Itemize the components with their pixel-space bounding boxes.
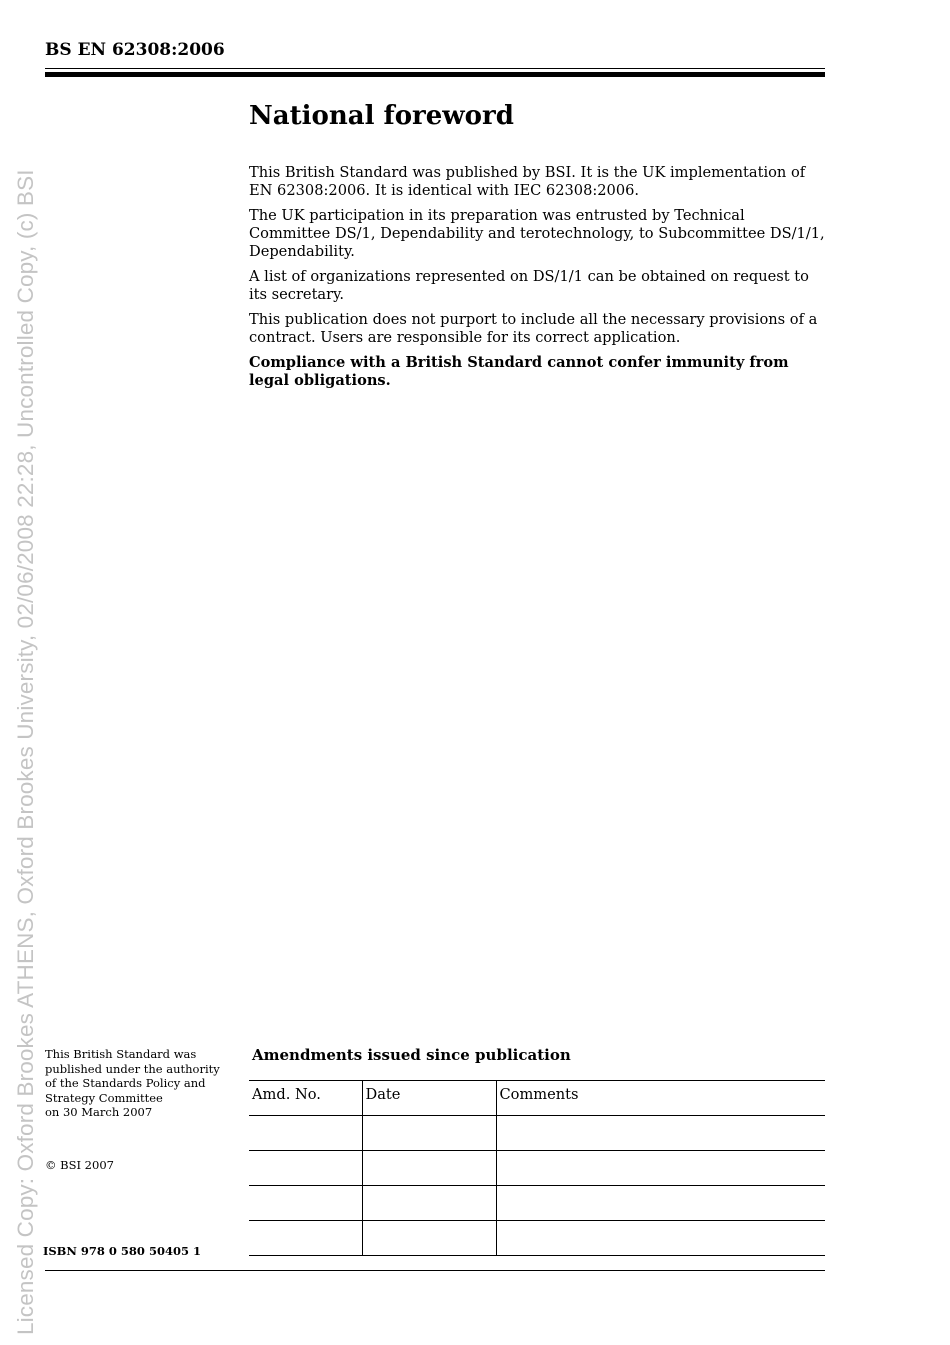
publication-note-line: on 30 March 2007: [45, 1105, 153, 1119]
amendments-table: [249, 1080, 825, 1256]
publication-note: [45, 1047, 235, 1120]
header-rule-thin: [45, 68, 825, 69]
foreword-paragraph-1: This British Standard was published by BSI. It is the UK implementation of EN 62308:2006. It is identical with IEC 62308:2006.: [249, 164, 806, 199]
comments-cell: [496, 1151, 825, 1186]
copyright-notice: © BSI 2007: [45, 1158, 114, 1172]
table-row: [249, 1116, 825, 1151]
comments-cell: [496, 1116, 825, 1151]
foreword-paragraph-3: A list of organizations represented on DS/1/1 can be obtained on request to its secretary.: [249, 268, 809, 303]
date-cell: [362, 1116, 496, 1151]
footer-rule: [45, 1270, 825, 1271]
page-title: National foreword: [249, 101, 514, 131]
publication-note-line: published under the authority: [45, 1061, 220, 1076]
comments-cell: [496, 1221, 825, 1256]
header-rule-thick: [45, 72, 825, 77]
amd-no-cell: [249, 1186, 362, 1221]
amendments-title: Amendments issued since publication: [252, 1046, 571, 1064]
table-row: [249, 1151, 825, 1186]
date-cell: [362, 1186, 496, 1221]
amendments-header-row: [249, 1081, 825, 1116]
column-header-amd-no: Amd. No.: [249, 1081, 362, 1116]
compliance-statement: Compliance with a British Standard cannot confer immunity from legal obligations.: [249, 354, 789, 389]
comments-cell: [496, 1186, 825, 1221]
date-cell: [362, 1221, 496, 1256]
amd-no-cell: [249, 1116, 362, 1151]
publication-note-line: Strategy Committee: [45, 1090, 163, 1105]
foreword-paragraph-4: This publication does not purport to include all the necessary provisions of a contract. Users are responsible for its correct application.: [249, 311, 818, 346]
license-watermark: Licensed Copy: Oxford Brookes ATHENS, Oxford Brookes University, 02/06/2008 22:28, Uncontrolled Copy, (c) BSI: [13, 169, 38, 1335]
amd-no-cell: [249, 1221, 362, 1256]
date-cell: [362, 1151, 496, 1186]
publication-note-line: of the Standards Policy and: [45, 1076, 206, 1090]
foreword-body: [249, 164, 829, 397]
document-id: BS EN 62308:2006: [45, 40, 225, 60]
isbn: ISBN 978 0 580 50405 1: [43, 1244, 201, 1258]
column-header-comments: Comments: [496, 1081, 825, 1116]
publication-note-line: This British Standard was: [45, 1047, 197, 1061]
column-header-date: Date: [362, 1081, 496, 1116]
amd-no-cell: [249, 1151, 362, 1186]
foreword-paragraph-2: The UK participation in its preparation was entrusted by Technical Committee DS/1, Dependability and terotechnology, to Subcommittee DS/1/1, Dependability.: [249, 207, 825, 260]
table-row: [249, 1221, 825, 1256]
table-row: [249, 1186, 825, 1221]
